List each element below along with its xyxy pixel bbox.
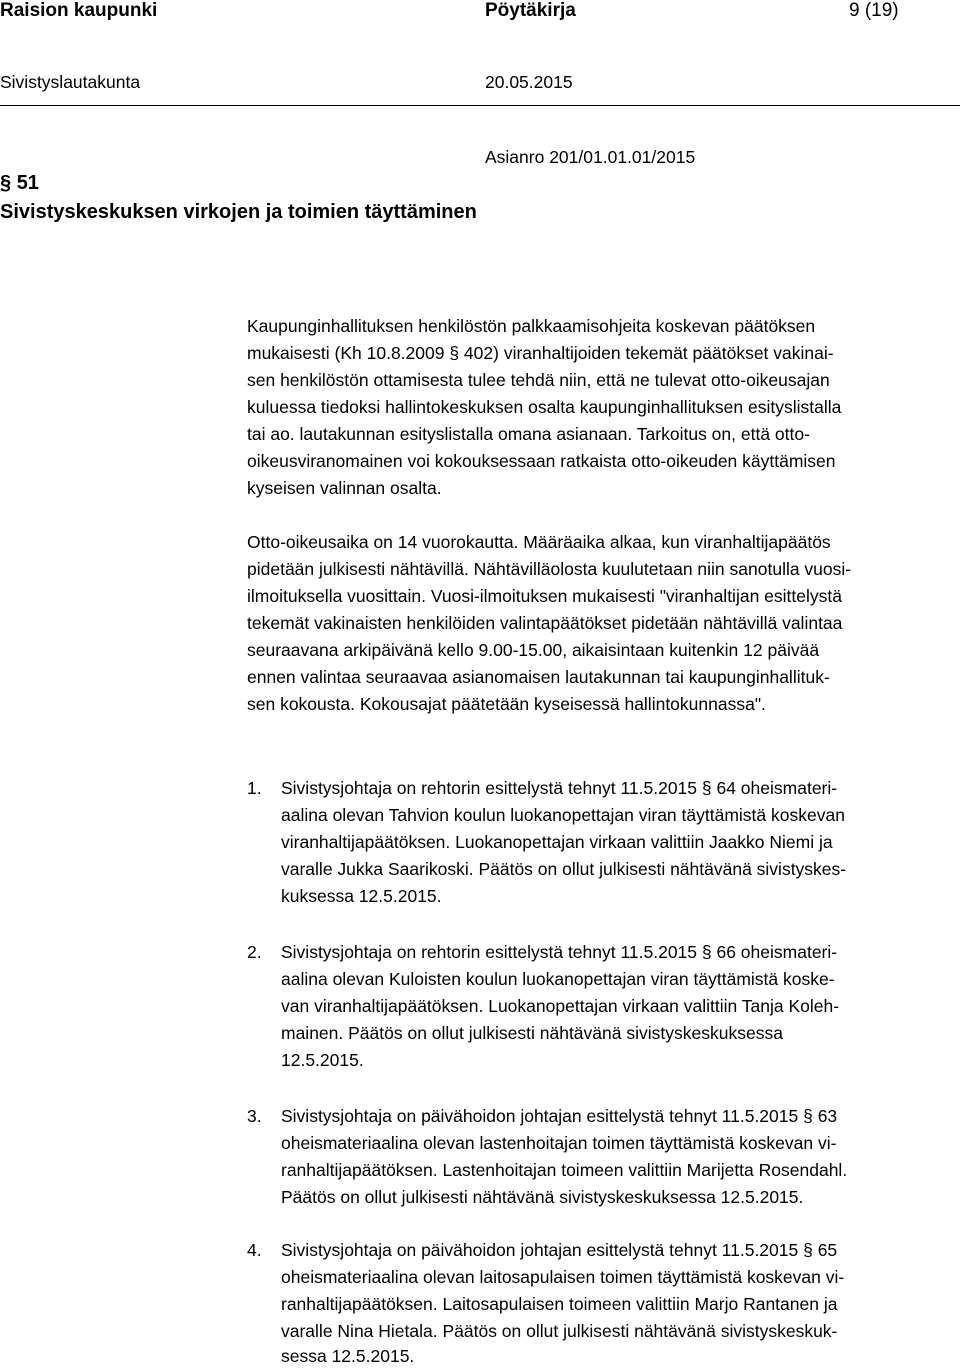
list-item-line: mainen. Päätös on ollut julkisesti nähtävänä sivistyskeskuksessa <box>281 1023 783 1043</box>
list-item-line: Sivistysjohtaja on rehtorin esittelystä tehnyt 11.5.2015 § 64 oheismateri- <box>281 778 838 798</box>
list-item-line: sessa 12.5.2015. <box>281 1346 415 1366</box>
paragraph-line: kuluessa tiedoksi hallintokeskuksen osalta kaupunginhallituksen esityslistalla <box>247 397 842 417</box>
list-item-line: oheismateriaalina olevan lastenhoitajan toimen täyttämistä koskevan vi- <box>281 1133 837 1153</box>
paragraph-line: tekemät vakinaisten henkilöiden valintapäätökset pidetään nähtävillä valintaa <box>247 613 843 633</box>
section-number <box>0 171 39 195</box>
section-symbol: § <box>0 172 12 194</box>
list-item-number: 1. <box>247 778 262 798</box>
paragraph-line: sen kokousta. Kokousajat päätetään kyseisessä hallintokunnassa". <box>247 694 766 714</box>
list-item-line: Sivistysjohtaja on päivähoidon johtajan esittelystä tehnyt 11.5.2015 § 63 <box>281 1106 838 1126</box>
paragraph-line: kyseisen valinnan osalta. <box>247 478 442 498</box>
doc-type: Pöytäkirja <box>485 0 576 21</box>
page-number: 9 (19) <box>849 0 899 21</box>
list-item-line: oheismateriaalina olevan laitosapulaisen toimen täyttämistä koskevan vi- <box>281 1267 845 1287</box>
list-item-number: 4. <box>247 1240 262 1260</box>
paragraph-line: pidetään julkisesti nähtävillä. Nähtävilläolosta kuulutetaan niin sanotulla vuosi- <box>247 559 852 579</box>
list-item-line: aalina olevan Tahvion koulun luokanopettajan viran täyttämistä koskevan <box>281 805 845 825</box>
paragraph-line: mukaisesti (Kh 10.8.2009 § 402) viranhaltijoiden tekemät päätökset vakinai- <box>247 343 834 363</box>
list-item-line: ranhaltijapäätöksen. Laitosapulaisen toimeen valittiin Marjo Rantanen ja <box>281 1294 838 1314</box>
list-item-line: varalle Jukka Saarikoski. Päätös on ollut julkisesti nähtävänä sivistyskes- <box>281 859 847 879</box>
paragraph-line: tai ao. lautakunnan esityslistalla omana asianaan. Tarkoitus on, että otto- <box>247 424 810 444</box>
paragraph-line: ilmoituksella vuosittain. Vuosi-ilmoituksen mukaisesti "viranhaltijan esittelystä <box>247 586 842 606</box>
org-name: Raision kaupunki <box>0 0 158 21</box>
list-item-number: 3. <box>247 1106 262 1126</box>
board-name: Sivistyslautakunta <box>0 72 141 92</box>
list-item-line: viranhaltijapäätöksen. Luokanopettajan virkaan valittiin Jaakko Niemi ja <box>281 832 833 852</box>
list-item-line: varalle Nina Hietala. Päätös on ollut julkisesti nähtävänä sivistyskeskuk- <box>281 1321 838 1341</box>
list-item-line: 12.5.2015. <box>281 1050 364 1070</box>
list-item-line: van viranhaltijapäätöksen. Luokanopettajan virkaan valittiin Tanja Koleh- <box>281 996 840 1016</box>
meeting-date: 20.05.2015 <box>485 72 573 92</box>
list-item-line: aalina olevan Kuloisten koulun luokanopettajan viran täyttämistä koske- <box>281 969 835 989</box>
list-item-line: Sivistysjohtaja on päivähoidon johtajan esittelystä tehnyt 11.5.2015 § 65 <box>281 1240 838 1260</box>
paragraph-line: oikeusviranomainen voi kokouksessaan ratkaista otto-oikeuden käyttämisen <box>247 451 836 471</box>
paragraph-line: Kaupunginhallituksen henkilöstön palkkaamisohjeita koskevan päätöksen <box>247 316 816 336</box>
list-item-line: Sivistysjohtaja on rehtorin esittelystä tehnyt 11.5.2015 § 66 oheismateri- <box>281 942 838 962</box>
paragraph-line: sen henkilöstön ottamisesta tulee tehdä niin, että ne tulevat otto-oikeusajan <box>247 370 830 390</box>
list-item-line: ranhaltijapäätöksen. Lastenhoitajan toimeen valittiin Marijetta Rosendahl. <box>281 1160 848 1180</box>
section-number-value: 51 <box>16 172 39 194</box>
paragraph-line: Otto-oikeusaika on 14 vuorokautta. Määräaika alkaa, kun viranhaltijapäätös <box>247 532 831 552</box>
paragraph-line: seuraavana arkipäivänä kello 9.00-15.00, aikaisintaan kuitenkin 12 päivää <box>247 640 820 660</box>
list-item-number: 2. <box>247 942 262 962</box>
paragraph-line: ennen valintaa seuraavaa asianomaisen lautakunnan tai kaupunginhallituk- <box>247 667 830 687</box>
section-title: Sivistyskeskuksen virkojen ja toimien täyttäminen <box>0 201 477 223</box>
header-rule <box>0 105 960 106</box>
list-item-line: kuksessa 12.5.2015. <box>281 886 442 906</box>
list-item-line: Päätös on ollut julkisesti nähtävänä sivistyskeskuksessa 12.5.2015. <box>281 1187 804 1207</box>
case-number: Asianro 201/01.01.01/2015 <box>485 147 696 167</box>
